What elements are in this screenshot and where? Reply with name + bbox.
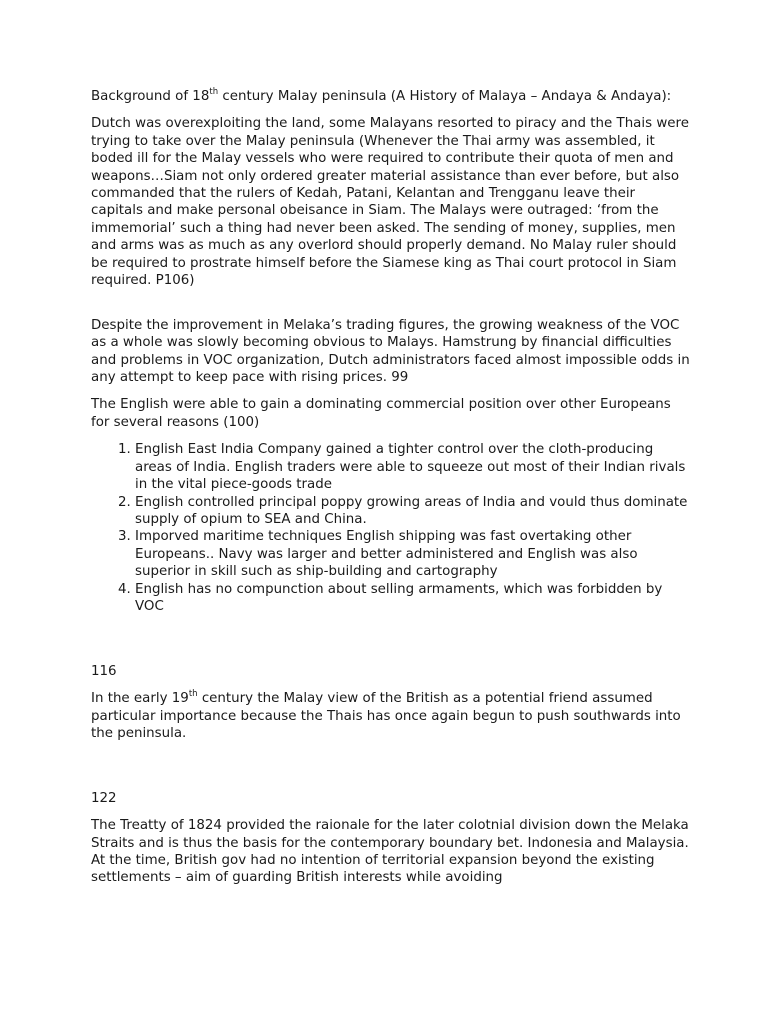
list-item: 2. English controlled principal poppy growing areas of India and vould thus dominate supply of opium to SEA and China. [135,494,691,529]
paragraph-19th-century [91,690,691,742]
reasons-list [91,441,691,615]
list-item: 4. English has no compunction about selling armaments, which was forbidden by VOC [135,581,691,616]
heading-text-start: Background of 18 [91,89,210,104]
section-heading [91,88,691,105]
paragraph-english-dominance: The English were able to gain a dominating commercial position over other Europeans for several reasons (100) [91,397,671,430]
paragraph-superscript: th [188,688,198,699]
paragraph-background: Dutch was overexploiting the land, some Malayans resorted to piracy and the Thais were trying to take over the Malay peninsula (Whenever the Thai army was assembled, it boded ill for the Malay vessels who were required to contribute their quota of men and weapons…Siam not only ordered greater material assistance than ever before, but also commanded that the rulers of Kedah, Patani, Kelantan and Trengganu leave their capitals and make personal obeisance in Siam. The Malays were outraged: ‘from the immemorial’ such a thing had never been asked. The sending of money, supplies, men and arms was as much as any overlord should properly demand. No Malay ruler should be required to prostrate himself before the Siamese king as Thai court protocol in Siam required. P106) [91,116,689,289]
heading-text-end: century Malay peninsula (A History of Malaya – Andaya & Andaya): [218,89,672,104]
heading-superscript: th [209,86,219,97]
paragraph-text-end: century the Malay view of the British as a potential friend assumed particular importance because the Thais has once again begun to push southwards into the peninsula. [91,691,681,741]
paragraph-treaty-1824: The Treatty of 1824 provided the raionale for the later colotnial division down the Melaka Straits and is thus the basis for the contemporary boundary bet. Indonesia and Malaysia. At the time, British gov had no intention of territorial expansion beyond the existing settlements – aim of guarding British interests while avoiding [91,818,689,886]
paragraph-voc-weakness: Despite the improvement in Melaka’s trading figures, the growing weakness of the VOC as a whole was slowly becoming obvious to Malays. Hamstrung by financial difficulties and problems in VOC organization, Dutch administrators faced almost impossible odds in any attempt to keep pace with rising prices. 99 [91,317,690,386]
paragraph-text-start: In the early 19 [91,691,189,707]
page-reference-122: 122 [91,790,117,806]
document-page [91,88,691,887]
list-item: 3. Imporved maritime techniques English shipping was fast overtaking other Europeans.. Navy was larger and better administered and English was also superior in skill such as ship-building and cartography [135,528,691,580]
list-item: 1. English East India Company gained a tighter control over the cloth-producing areas of India. English traders were able to squeeze out most of their Indian rivals in the vital piece-goods trade [135,441,691,493]
page-reference-116: 116 [91,663,117,679]
